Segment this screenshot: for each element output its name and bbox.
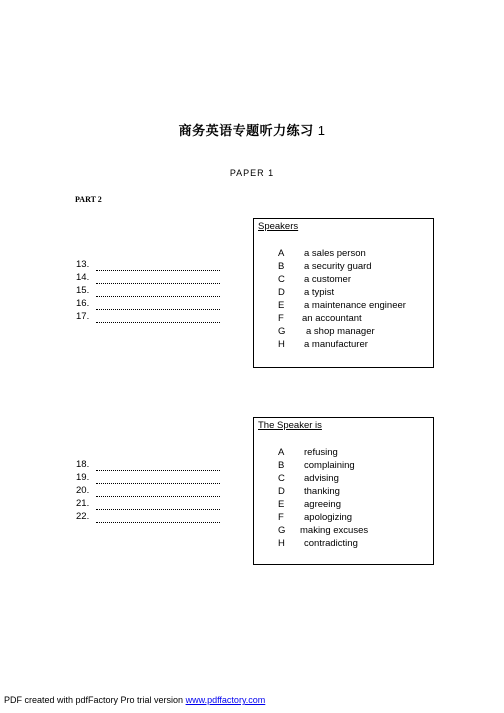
option-text: advising — [304, 473, 339, 484]
option-item — [278, 325, 406, 338]
title-number: 1 — [317, 123, 326, 138]
question-number: 20. — [76, 485, 90, 496]
option-text: contradicting — [304, 538, 358, 549]
pdf-footer — [4, 695, 265, 705]
option-letter: F — [278, 313, 284, 324]
option-letter: A — [278, 248, 285, 259]
question-number: 21. — [76, 498, 90, 509]
option-item — [278, 459, 368, 472]
question-number: 19. — [76, 472, 90, 483]
answer-row[interactable] — [76, 510, 236, 523]
option-item — [278, 338, 406, 351]
question-number: 13. — [76, 259, 90, 270]
option-letter: A — [278, 447, 285, 458]
paper-label: PAPER 1 — [229, 168, 275, 178]
option-item — [278, 312, 406, 325]
question-number: 17. — [76, 311, 90, 322]
options-list — [278, 446, 368, 550]
option-text: agreeing — [304, 499, 341, 510]
options-list — [278, 247, 406, 351]
option-text: complaining — [304, 460, 355, 471]
speaker-is-box — [253, 417, 434, 565]
answer-row[interactable] — [76, 284, 236, 297]
answer-row[interactable] — [76, 484, 236, 497]
option-letter: D — [278, 287, 285, 298]
box-heading: The Speaker is — [258, 420, 322, 431]
option-item — [278, 446, 368, 459]
answer-row[interactable] — [76, 297, 236, 310]
option-letter: H — [278, 538, 285, 549]
option-item — [278, 260, 406, 273]
answer-list-1 — [76, 258, 236, 323]
option-letter: E — [278, 499, 285, 510]
option-item — [278, 472, 368, 485]
title-text: 商务英语专题听力练习 — [178, 124, 314, 139]
answer-line[interactable] — [96, 313, 220, 323]
option-item — [278, 511, 368, 524]
answer-row[interactable] — [76, 497, 236, 510]
answer-row[interactable] — [76, 471, 236, 484]
option-text: a typist — [304, 287, 335, 298]
option-item — [278, 485, 368, 498]
footer-link[interactable]: www.pdffactory.com — [185, 695, 266, 705]
answer-line[interactable] — [96, 474, 220, 484]
option-letter: C — [278, 274, 285, 285]
option-letter: F — [278, 512, 284, 523]
option-item — [278, 524, 368, 537]
option-text: a sales person — [304, 248, 366, 259]
answer-line[interactable] — [96, 461, 220, 471]
box-heading: Speakers — [258, 221, 299, 232]
option-text: a manufacturer — [304, 339, 368, 350]
option-item — [278, 273, 406, 286]
option-text: making excuses — [300, 525, 369, 536]
part-label: PART 2 — [75, 195, 102, 204]
answer-row[interactable] — [76, 458, 236, 471]
answer-line[interactable] — [96, 261, 220, 271]
answer-line[interactable] — [96, 513, 220, 523]
option-text: thanking — [304, 486, 340, 497]
document-title — [0, 120, 504, 139]
answer-line[interactable] — [96, 300, 220, 310]
answer-line[interactable] — [96, 287, 220, 297]
answer-line[interactable] — [96, 487, 220, 497]
option-letter: G — [278, 525, 286, 536]
option-letter: C — [278, 473, 285, 484]
option-letter: E — [278, 300, 285, 311]
option-text: a maintenance engineer — [304, 300, 406, 311]
footer-text: PDF created with pdfFactory Pro trial version — [4, 695, 186, 705]
answer-list-2 — [76, 458, 236, 523]
option-text: apologizing — [304, 512, 353, 523]
option-text: refusing — [304, 447, 338, 458]
option-letter: D — [278, 486, 285, 497]
question-number: 18. — [76, 459, 90, 470]
answer-row[interactable] — [76, 310, 236, 323]
option-text: a customer — [304, 274, 351, 285]
option-text: a shop manager — [306, 326, 375, 337]
question-number: 14. — [76, 272, 90, 283]
answer-line[interactable] — [96, 500, 220, 510]
answer-row[interactable] — [76, 271, 236, 284]
question-number: 16. — [76, 298, 90, 309]
option-item — [278, 286, 406, 299]
answer-line[interactable] — [96, 274, 220, 284]
option-item — [278, 498, 368, 511]
option-letter: B — [278, 261, 285, 272]
question-number: 22. — [76, 511, 90, 522]
question-number: 15. — [76, 285, 90, 296]
option-text: an accountant — [302, 313, 362, 324]
option-text: a security guard — [304, 261, 372, 272]
option-item — [278, 299, 406, 312]
option-letter: H — [278, 339, 285, 350]
answer-row[interactable] — [76, 258, 236, 271]
speakers-box — [253, 218, 434, 368]
option-item — [278, 247, 406, 260]
option-item — [278, 537, 368, 550]
option-letter: B — [278, 460, 285, 471]
option-letter: G — [278, 326, 286, 337]
